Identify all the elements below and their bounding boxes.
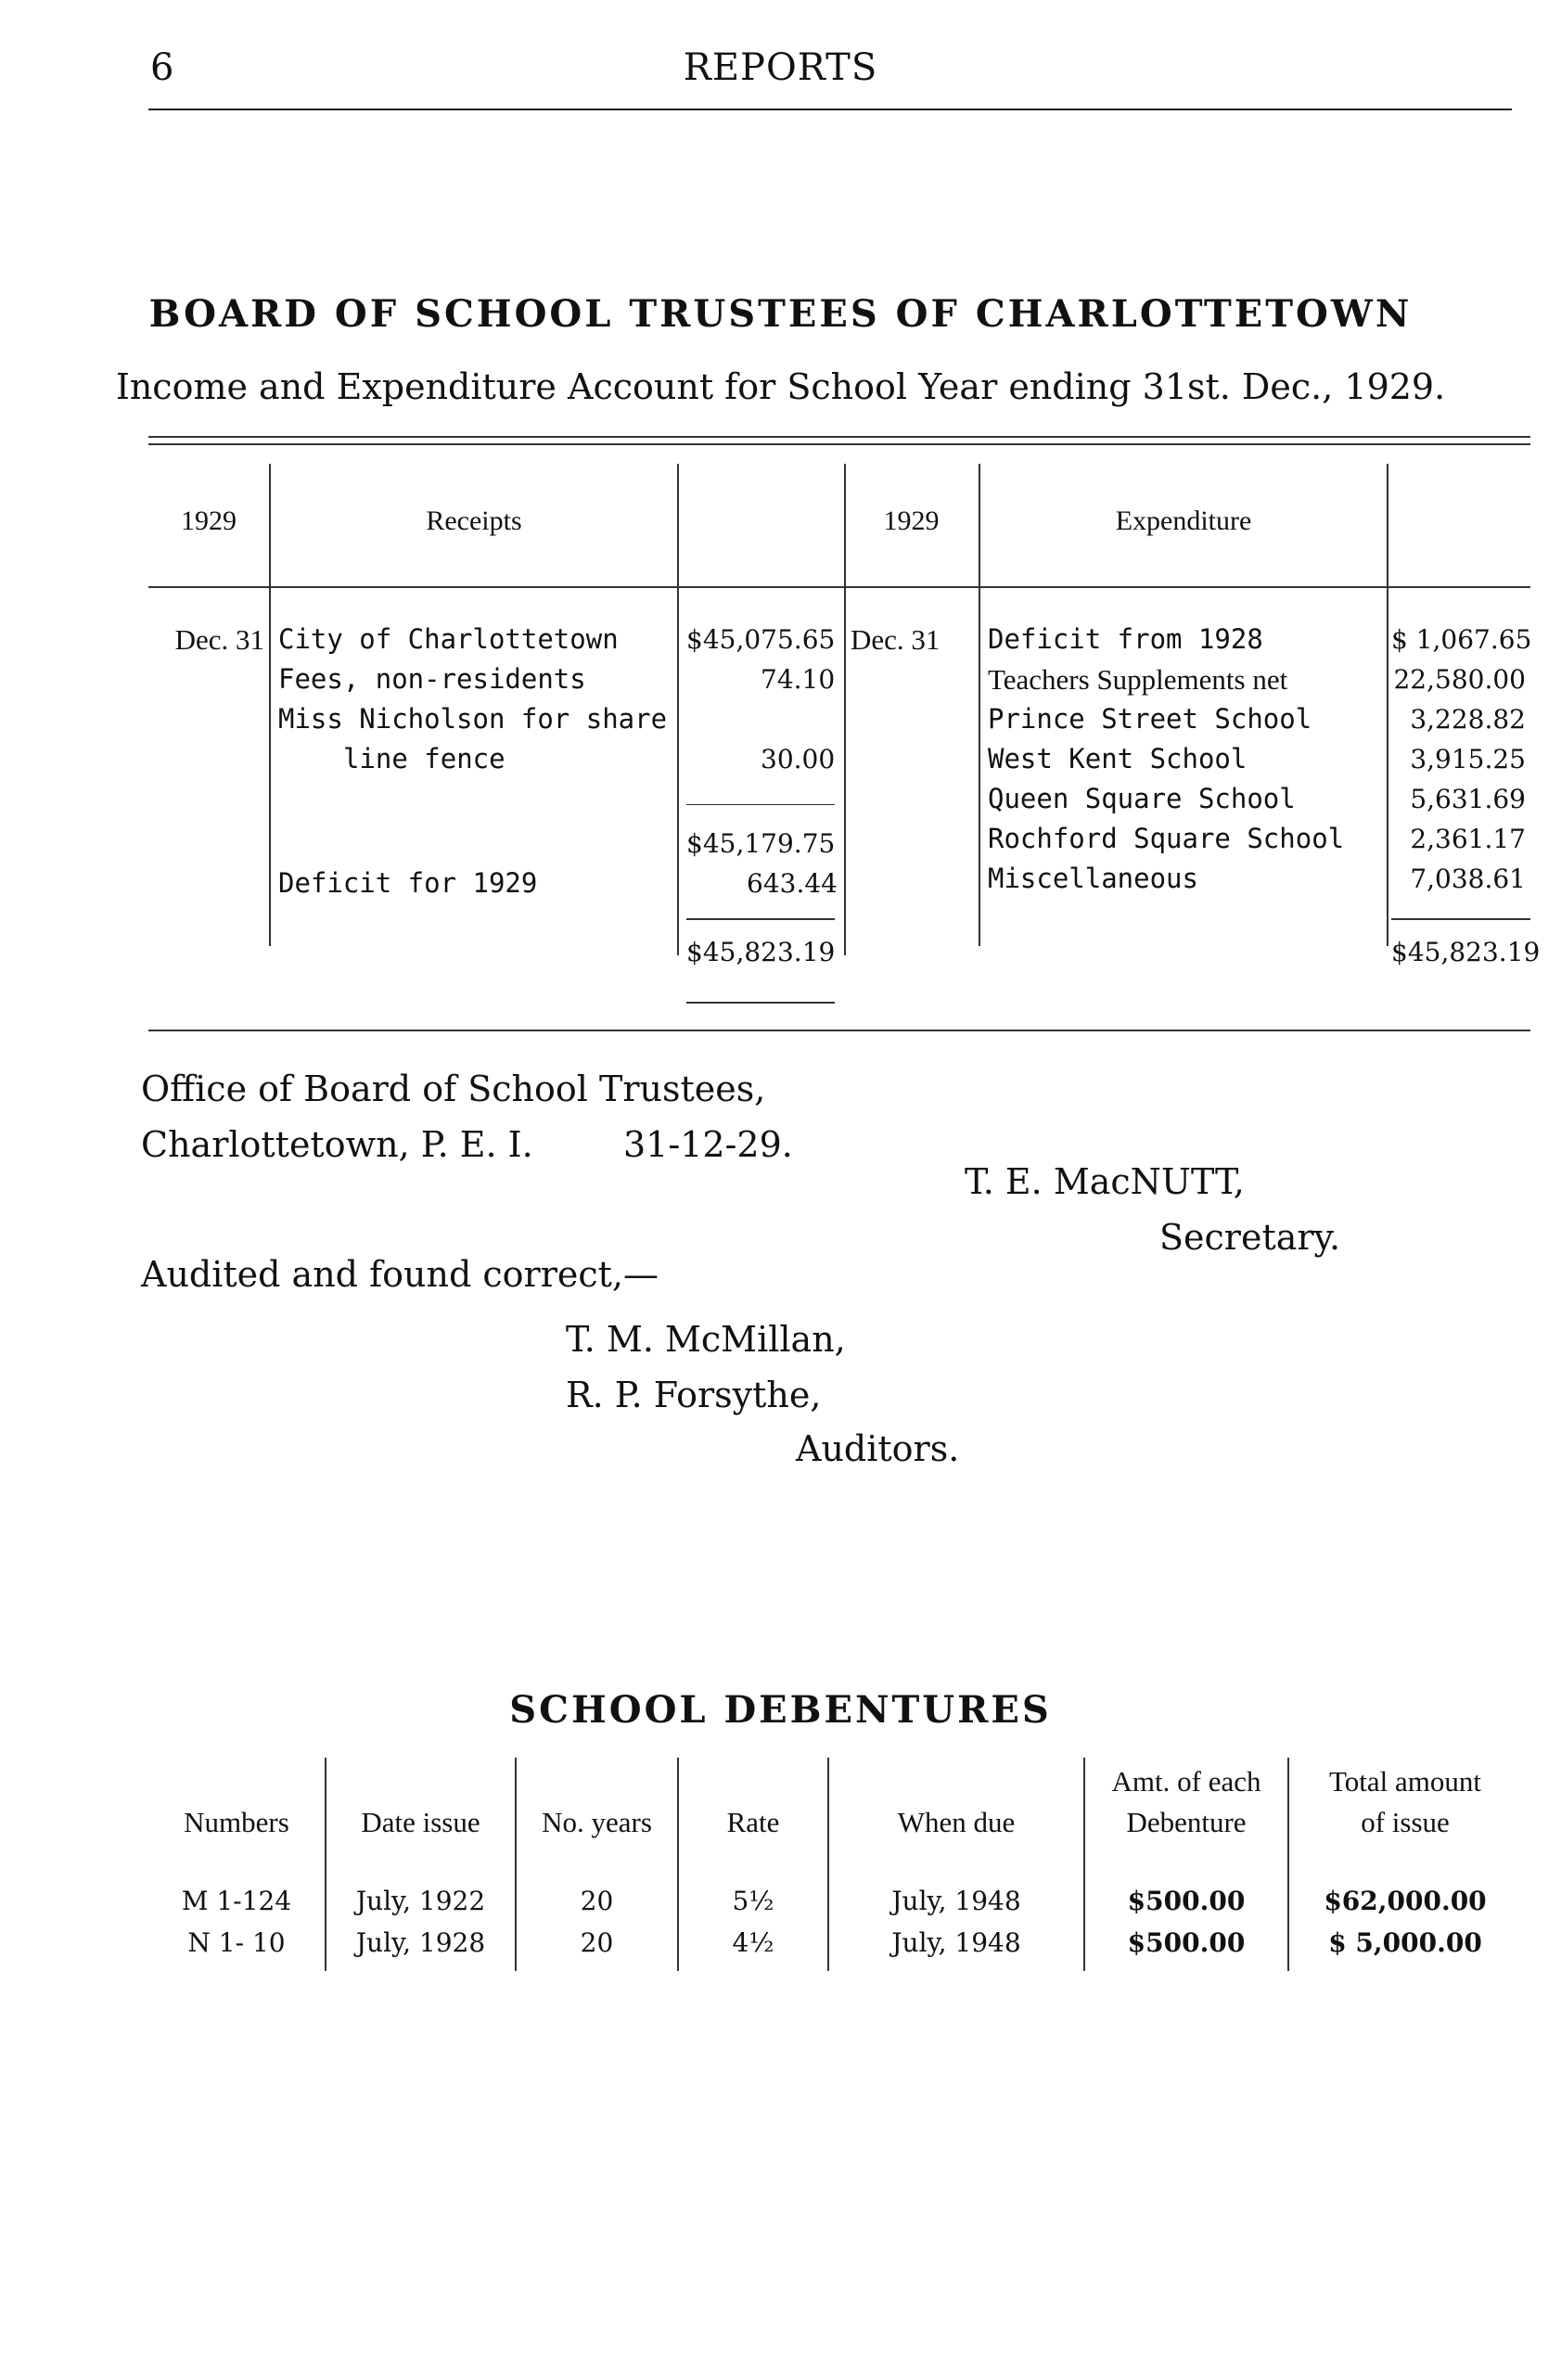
expenditure-label: Prince Street School: [988, 703, 1312, 735]
header-amt-each-1: Amt. of each: [1111, 1765, 1261, 1798]
col-divider: [1387, 464, 1388, 946]
receipts-subtotal: $45,179.75: [686, 828, 836, 859]
header-bottom-rule: [148, 586, 1530, 588]
header-numbers: Numbers: [184, 1806, 289, 1838]
deficit-label: Deficit for 1929: [278, 867, 538, 899]
table-top-rule-2: [148, 443, 1530, 445]
audited-statement: Audited and found correct,—: [141, 1254, 659, 1295]
header-total-1: Total amount: [1329, 1765, 1481, 1798]
office-line-1: Office of Board of School Trustees,: [141, 1068, 766, 1109]
expenditure-label: Miscellaneous: [988, 863, 1198, 894]
expenditure-label: Teachers Supplements net: [988, 663, 1288, 696]
deficit-amount: 643.44: [747, 868, 838, 899]
running-header: [0, 46, 1561, 102]
receipts-total: $45,823.19: [686, 937, 836, 967]
expenditure-label: West Kent School: [988, 743, 1248, 774]
expenditure-total-rule: [1391, 918, 1530, 920]
table-row-rate: 5½: [732, 1886, 774, 1916]
expenditure-label: Deficit from 1928: [988, 623, 1263, 655]
receipts-total-rule: [686, 918, 835, 920]
office-date: 31-12-29.: [623, 1124, 793, 1165]
expenditure-amount: 3,915.25: [1410, 744, 1526, 774]
header-when-due: When due: [897, 1806, 1016, 1838]
expenditure-amount: 22,580.00: [1393, 664, 1526, 695]
table-row-when-due: July, 1948: [891, 1886, 1021, 1916]
auditor-1: T. M. McMillan,: [566, 1319, 846, 1360]
expenditure-label: Rochford Square School: [988, 823, 1345, 854]
table-row-amt-each: $500.00: [1127, 1886, 1246, 1916]
office-line-2: Charlottetown, P. E. I.: [141, 1124, 533, 1165]
table-row-total: $62,000.00: [1324, 1886, 1487, 1916]
secretary-title: Secretary.: [1159, 1217, 1341, 1258]
expenditure-date: Dec. 31: [851, 623, 940, 656]
debentures-table: [148, 1758, 1521, 1980]
expenditure-amount: 7,038.61: [1410, 864, 1526, 894]
table-bottom-rule: [148, 1030, 1530, 1031]
header-date-issue: Date issue: [361, 1806, 480, 1838]
header-total-2: of issue: [1361, 1806, 1450, 1838]
header-no-years: No. years: [542, 1806, 652, 1838]
table-row-date-issue: July, 1922: [355, 1886, 486, 1916]
expenditure-total: $45,823.19: [1391, 937, 1541, 967]
account-subtitle: Income and Expenditure Account for School Year ending 31st. Dec., 1929.: [115, 366, 1446, 407]
table-row-numbers: N 1- 10: [187, 1927, 286, 1958]
expenditure-label: Queen Square School: [988, 783, 1296, 814]
table-row-numbers: M 1-124: [181, 1886, 292, 1916]
table-row-rate: 4½: [732, 1927, 774, 1958]
receipt-label: Miss Nicholson for share: [278, 703, 668, 735]
table-row-total: $ 5,000.00: [1328, 1927, 1482, 1958]
income-expenditure-table: [148, 436, 1541, 1039]
secretary-name: T. E. MacNUTT,: [965, 1161, 1245, 1202]
receipt-amount: 30.00: [761, 744, 836, 774]
auditor-2: R. P. Forsythe,: [566, 1375, 822, 1415]
receipts-date: Dec. 31: [174, 623, 264, 656]
auditors-label: Auditors.: [796, 1428, 960, 1469]
expenditure-amount: 2,361.17: [1410, 824, 1526, 854]
header-rule: [148, 109, 1512, 110]
table-row-no-years: 20: [580, 1886, 614, 1916]
receipt-amount: 74.10: [761, 664, 836, 695]
subtotal-rule: [686, 804, 835, 805]
receipt-label: line fence: [343, 743, 505, 774]
header-amt-each-2: Debenture: [1126, 1806, 1247, 1838]
debentures-title: SCHOOL DEBENTURES: [509, 1688, 1052, 1732]
expenditure-amount: 3,228.82: [1410, 704, 1526, 735]
receipts-total-underline: [686, 1002, 835, 1004]
expenditure-amount: $ 1,067.65: [1391, 624, 1532, 655]
page-number: 6: [150, 46, 174, 89]
account-title: BOARD OF SCHOOL TRUSTEES OF CHARLOTTETOWN: [148, 292, 1413, 336]
running-title: REPORTS: [683, 46, 878, 89]
expenditure-header: Expenditure: [1115, 505, 1252, 536]
col-divider: [677, 464, 679, 955]
receipts-year-header: 1929: [181, 505, 237, 536]
table-row-when-due: July, 1948: [891, 1927, 1021, 1958]
expenditure-amount: 5,631.69: [1410, 784, 1526, 814]
table-top-rule: [148, 436, 1530, 438]
receipts-header: Receipts: [426, 505, 522, 536]
receipt-amount: $45,075.65: [686, 624, 836, 655]
table-row-date-issue: July, 1928: [355, 1927, 486, 1958]
receipt-label: City of Charlottetown: [278, 623, 619, 655]
table-row-no-years: 20: [580, 1927, 614, 1958]
table-row-amt-each: $500.00: [1127, 1927, 1246, 1958]
expenditure-year-header: 1929: [883, 505, 940, 536]
header-rate: Rate: [726, 1806, 780, 1838]
receipt-label: Fees, non-residents: [278, 663, 586, 695]
